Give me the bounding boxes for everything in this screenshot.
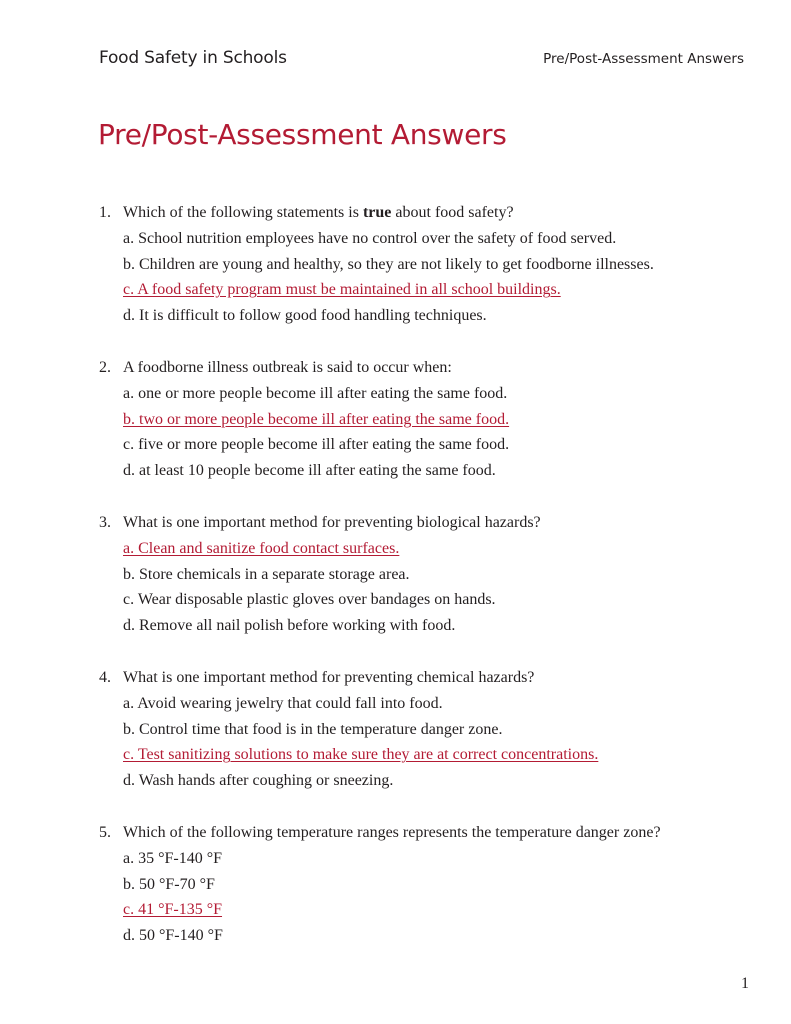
question-4 <box>99 665 749 794</box>
correct-answer-option-c: c. A food safety program must be maintained in all school buildings. <box>123 281 561 299</box>
option-a: a. 35 °F-140 °F <box>123 849 223 867</box>
option-d: d. It is difficult to follow good food handling techniques. <box>123 307 487 325</box>
question-text: What is one important method for preventing chemical hazards? <box>123 668 535 686</box>
header-right-title: Pre/Post-Assessment Answers <box>543 51 744 67</box>
question-text: Which of the following temperature ranges represents the temperature danger zone? <box>123 823 661 841</box>
option-d: d. Remove all nail polish before working with food. <box>123 617 456 635</box>
question-text: A foodborne illness outbreak is said to occur when: <box>123 358 452 376</box>
question-text: about food safety? <box>391 204 514 221</box>
option-b: b. 50 °F-70 °F <box>123 875 215 893</box>
page-number: 1 <box>741 975 749 992</box>
option-d: d. 50 °F-140 °F <box>123 927 223 945</box>
correct-answer-option-a: a. Clean and sanitize food contact surfaces. <box>123 539 400 557</box>
question-3 <box>99 510 749 639</box>
question-number: 3. <box>99 513 111 531</box>
spacer <box>99 794 749 820</box>
question-text: What is one important method for preventing biological hazards? <box>123 513 541 531</box>
question-list <box>99 200 749 949</box>
option-d: d. at least 10 people become ill after eating the same food. <box>123 462 496 480</box>
option-a: a. Avoid wearing jewelry that could fall into food. <box>123 694 443 712</box>
question-4-stem <box>99 665 749 691</box>
question-5-stem <box>99 820 749 846</box>
spacer <box>99 639 749 665</box>
question-number: 5. <box>99 823 111 841</box>
option-b: b. Children are young and healthy, so they are not likely to get foodborne illnesses. <box>123 255 654 273</box>
question-3-stem <box>99 510 749 536</box>
question-number: 2. <box>99 358 111 376</box>
header-left-title: Food Safety in Schools <box>99 48 287 68</box>
option-b: b. Store chemicals in a separate storage area. <box>123 565 410 583</box>
option-d: d. Wash hands after coughing or sneezing. <box>123 772 394 790</box>
correct-answer-option-c: c. Test sanitizing solutions to make sure they are at correct concentrations. <box>123 746 599 764</box>
option-c: c. five or more people become ill after eating the same food. <box>123 436 510 454</box>
question-number: 1. <box>99 204 111 221</box>
option-b: b. Control time that food is in the temperature danger zone. <box>123 720 503 738</box>
question-2 <box>99 355 749 484</box>
question-1 <box>99 200 749 329</box>
option-c: c. Wear disposable plastic gloves over bandages on hands. <box>123 591 496 609</box>
spacer <box>99 484 749 510</box>
question-text: Which of the following statements is <box>123 204 363 221</box>
question-emphasis: true <box>362 204 392 221</box>
page-title: Pre/Post-Assessment Answers <box>98 118 507 151</box>
question-number: 4. <box>99 668 111 686</box>
option-a: a. School nutrition employees have no control over the safety of food served. <box>123 229 617 247</box>
spacer <box>99 329 749 355</box>
question-1-stem <box>99 200 749 226</box>
question-5 <box>99 820 749 949</box>
correct-answer-option-c: c. 41 °F-135 °F <box>123 901 223 919</box>
option-a: a. one or more people become ill after eating the same food. <box>123 384 508 402</box>
question-2-stem <box>99 355 749 381</box>
correct-answer-option-b: b. two or more people become ill after eating the same food. <box>123 410 510 428</box>
